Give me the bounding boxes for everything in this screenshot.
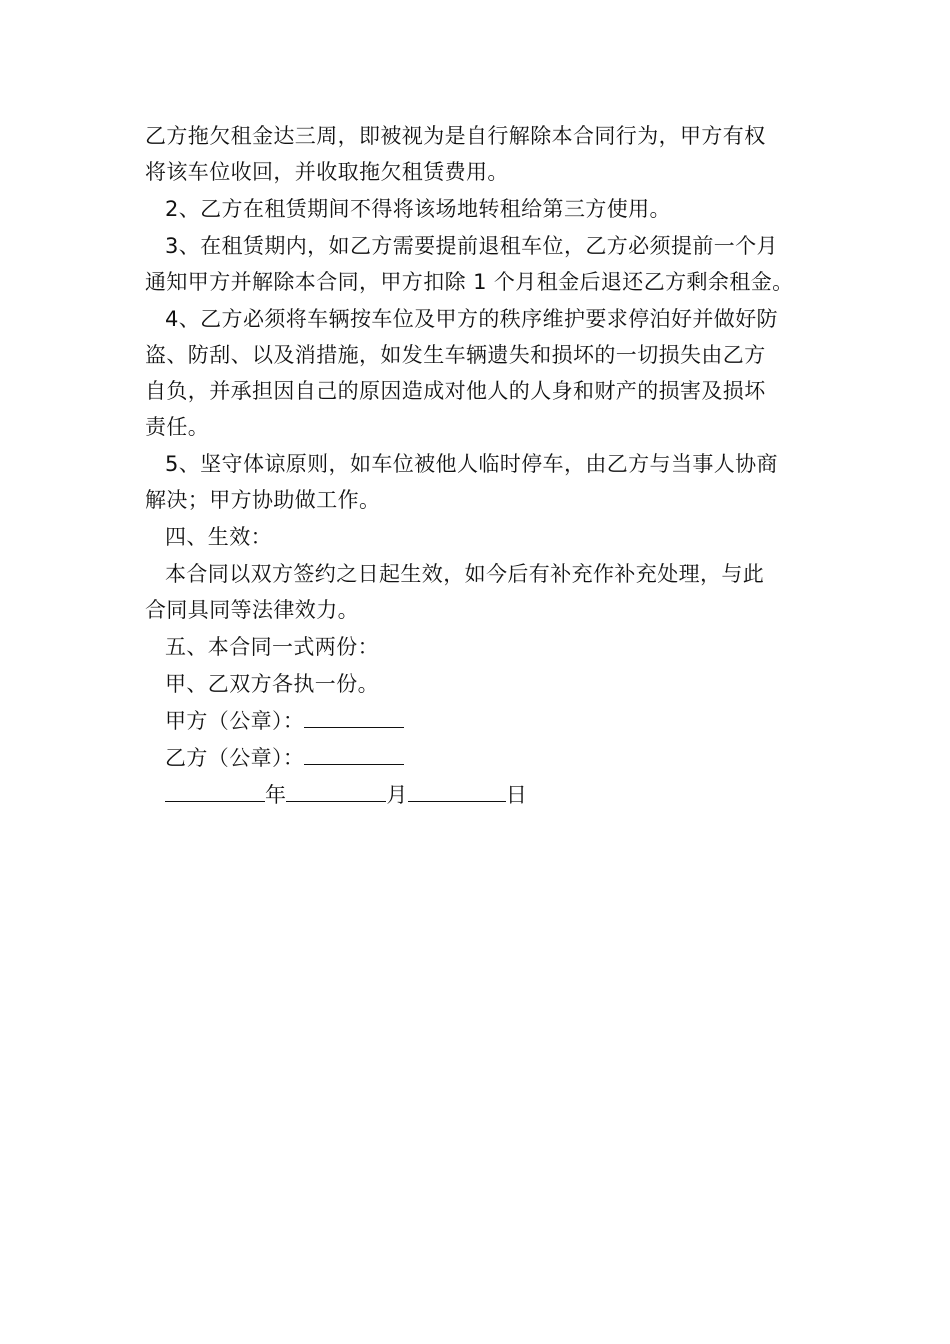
month-blank[interactable] — [286, 777, 386, 802]
text-line: 乙方拖欠租金达三周，即被视为是自行解除本合同行为，甲方有权 — [145, 124, 766, 148]
text-line: 本合同以双方签约之日起生效，如今后有补充作补充处理，与此 — [165, 562, 765, 586]
text-line: 3、在租赁期内，如乙方需要提前退租车位，乙方必须提前一个月 — [165, 234, 778, 258]
party-b-signature-blank[interactable] — [304, 740, 404, 765]
party-a-signature-blank[interactable] — [304, 703, 404, 728]
day-blank[interactable] — [408, 777, 506, 802]
party-a-label: 甲方（公章）： — [165, 709, 305, 733]
clause-copies — [145, 666, 810, 702]
year-blank[interactable] — [165, 777, 265, 802]
section-5-title — [145, 629, 810, 665]
text-line: 责任。 — [145, 415, 210, 439]
party-b-label: 乙方（公章）： — [165, 746, 305, 770]
section-heading: 四、生效： — [165, 525, 272, 549]
text-line: 自负，并承担因自己的原因造成对他人的人身和财产的损害及损坏 — [145, 379, 766, 403]
month-label: 月 — [386, 783, 408, 807]
section-4-title — [145, 519, 810, 555]
text-line: 合同具同等法律效力。 — [145, 598, 359, 622]
clause-5-temporary-parking — [145, 446, 810, 518]
year-label: 年 — [265, 783, 287, 807]
clause-effectiveness — [145, 556, 810, 628]
section-heading: 五、本合同一式两份： — [165, 635, 379, 659]
text-line: 5、坚守体谅原则，如车位被他人临时停车，由乙方与当事人协商 — [165, 452, 778, 476]
clause-3-early-termination — [145, 228, 810, 300]
text-line: 盗、防刮、以及消措施，如发生车辆遗失和损坏的一切损失由乙方 — [145, 343, 766, 367]
party-b-signature — [145, 740, 810, 776]
clause-4-vehicle-responsibility — [145, 301, 810, 445]
contract-body — [145, 118, 810, 814]
text-line: 2、乙方在租赁期间不得将该场地转租给第三方使用。 — [165, 197, 671, 221]
text-line: 4、乙方必须将车辆按车位及甲方的秩序维护要求停泊好并做好防 — [165, 307, 778, 331]
clause-overdue-rent — [145, 118, 810, 190]
text-line: 解决；甲方协助做工作。 — [145, 488, 381, 512]
text-line: 通知甲方并解除本合同，甲方扣除 1 个月租金后退还乙方剩余租金。 — [145, 270, 794, 294]
text-line: 甲、乙双方各执一份。 — [165, 672, 379, 696]
date-line — [145, 777, 810, 813]
clause-2-no-sublease — [145, 191, 810, 227]
text-line: 将该车位收回，并收取拖欠租赁费用。 — [145, 160, 509, 184]
day-label: 日 — [505, 783, 528, 807]
party-a-signature — [145, 703, 810, 739]
